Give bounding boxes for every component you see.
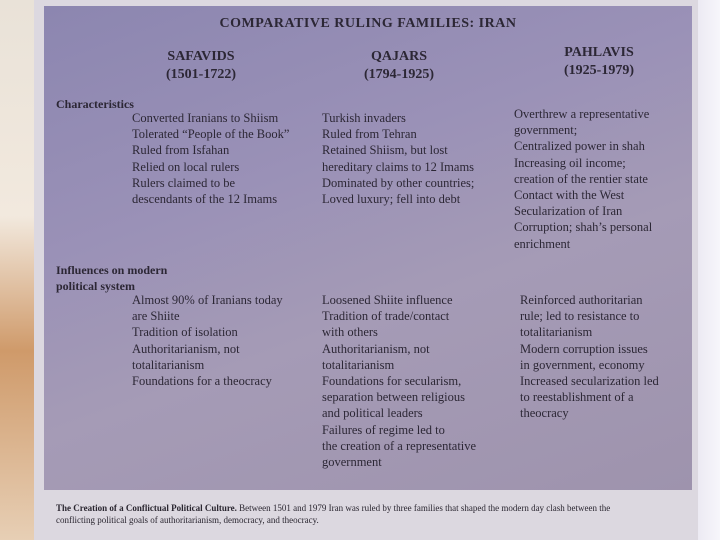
cell-line: descendants of the 12 Imams	[132, 192, 278, 207]
table-title: COMPARATIVE RULING FAMILIES: IRAN	[219, 16, 517, 31]
cell-line: Increasing oil income;	[514, 155, 626, 170]
cell-line: separation between religious	[322, 390, 466, 405]
book-page	[34, 0, 698, 540]
cell-line: totalitarianism	[322, 357, 395, 372]
cell-line: Ruled from Tehran	[322, 127, 417, 142]
background-strip-right	[698, 0, 720, 540]
figure-caption	[56, 502, 684, 526]
comparison-table	[44, 6, 692, 490]
cell-line: creation of the rentier state	[514, 171, 648, 186]
cell-line: Overthrew a representative	[514, 107, 650, 121]
cell-line: government	[322, 455, 382, 470]
section-label-influences	[56, 262, 167, 294]
column-name: SAFAVIDS	[167, 49, 235, 64]
cell-line: Loosened Shiite influence	[322, 293, 453, 307]
cell-qajars-influences	[322, 292, 476, 470]
cell-line: Tradition of trade/contact	[322, 309, 450, 324]
cell-line: in government, economy	[520, 357, 645, 372]
cell-line: Authoritarianism, not	[322, 341, 430, 356]
column-years: (1925-1979)	[564, 63, 634, 78]
cell-line: Rulers claimed to be	[132, 175, 236, 190]
cell-line: Corruption; shah’s personal	[514, 220, 653, 235]
cell-pahlavis-influences	[520, 292, 659, 422]
cell-line: to reestablishment of a	[520, 390, 634, 405]
cell-line: Retained Shiism, but lost	[322, 143, 448, 158]
cell-line: hereditary claims to 12 Imams	[322, 159, 475, 174]
cell-line: Tradition of isolation	[132, 325, 238, 340]
cell-line: Dominated by other countries;	[322, 175, 475, 190]
cell-line: Turkish invaders	[322, 111, 406, 125]
cell-line: totalitarianism	[520, 325, 593, 340]
background-strip-left	[0, 0, 34, 540]
cell-qajars-characteristics	[322, 110, 474, 207]
section-label-line: political system	[56, 279, 135, 293]
cell-line: Ruled from Isfahan	[132, 143, 230, 158]
cell-line: Secularization of Iran	[514, 204, 623, 219]
cell-line: Failures of regime led to	[322, 422, 445, 437]
column-name: QAJARS	[370, 49, 427, 64]
cell-line: Foundations for a theocracy	[132, 374, 272, 389]
caption-line-1	[56, 502, 684, 514]
cell-line: with others	[322, 325, 378, 340]
cell-safavids-characteristics	[132, 110, 289, 207]
cell-line: Reinforced authoritarian	[520, 293, 643, 307]
section-label-line: Influences on modern	[56, 263, 168, 277]
cell-line: Authoritarianism, not	[132, 341, 240, 356]
cell-line: Centralized power in shah	[514, 139, 645, 154]
cell-line: theocracy	[520, 406, 569, 421]
cell-pahlavis-characteristics	[514, 106, 652, 252]
column-years: (1501-1722)	[166, 67, 236, 82]
cell-line: Modern corruption issues	[520, 341, 648, 356]
column-years: (1794-1925)	[364, 67, 434, 82]
cell-line: and political leaders	[322, 406, 423, 421]
cell-line: Foundations for secularism,	[322, 374, 462, 389]
cell-line: Tolerated “People of the Book”	[132, 127, 290, 142]
caption-line-2: conflicting political goals of authoritarianism, democracy, and theocracy.	[56, 515, 319, 525]
column-header-qajars	[324, 48, 474, 84]
cell-line: Almost 90% of Iranians today	[132, 293, 283, 307]
cell-line: are Shiite	[132, 309, 180, 324]
cell-line: the creation of a representative	[322, 438, 477, 453]
cell-line: Contact with the West	[514, 188, 625, 203]
cell-line: rule; led to resistance to	[520, 309, 640, 324]
column-name: PAHLAVIS	[564, 45, 634, 60]
caption-title: The Creation of a Conflictual Political Culture.	[56, 503, 237, 513]
cell-safavids-influences	[132, 292, 283, 389]
cell-line: Loved luxury; fell into debt	[322, 192, 461, 207]
column-header-pahlavis	[524, 44, 674, 80]
cell-line: Relied on local rulers	[132, 159, 240, 174]
column-header-safavids	[126, 48, 276, 84]
caption-text: Between 1501 and 1979 Iran was ruled by three families that shaped the modern day clash between the	[236, 503, 611, 513]
section-label-characteristics: Characteristics	[56, 97, 134, 111]
cell-line: enrichment	[514, 236, 571, 251]
cell-line: totalitarianism	[132, 357, 205, 372]
cell-line: Converted Iranians to Shiism	[132, 111, 279, 125]
cell-line: Increased secularization led	[520, 374, 659, 389]
cell-line: government;	[514, 123, 578, 138]
